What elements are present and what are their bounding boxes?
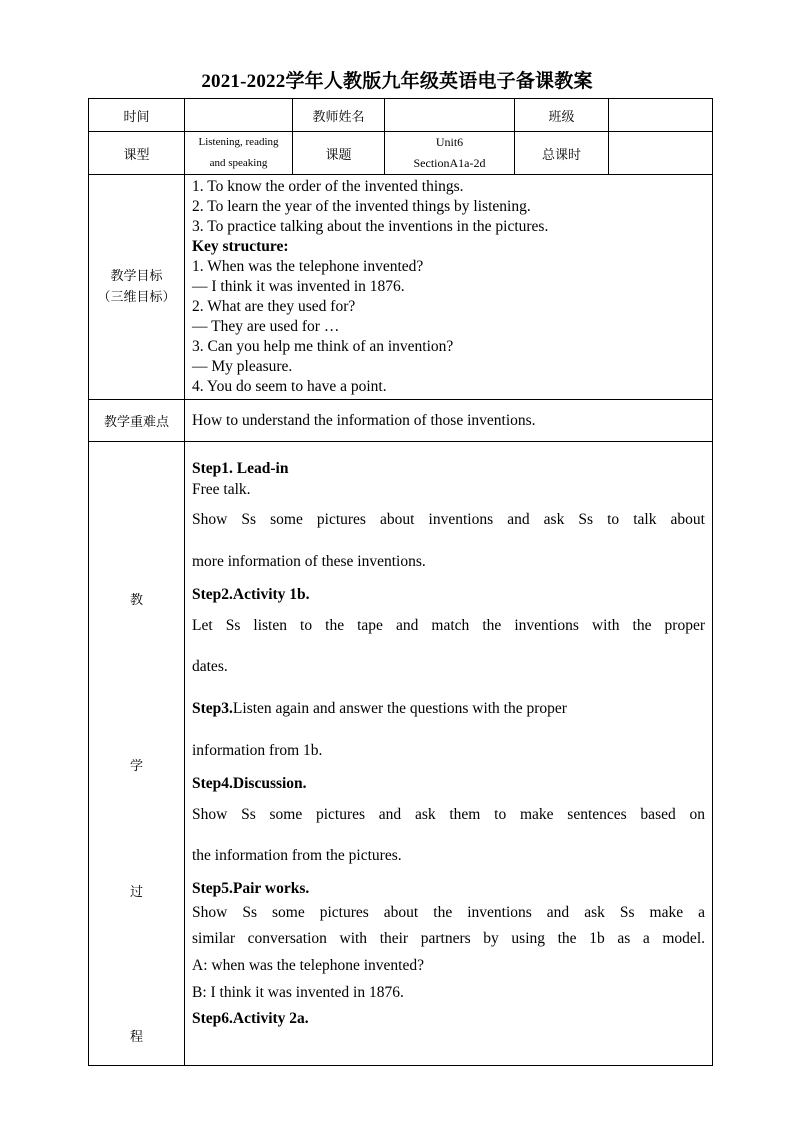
step3-text: Listen again and answer the questions with the proper — [232, 700, 567, 717]
step5-line: B: I think it was invented in 1876. — [192, 984, 404, 1001]
key-structure-heading: Key structure: — [192, 238, 289, 255]
process-label-char: 过 — [129, 885, 143, 900]
step1-line: Show Ss some pictures about inventions and ask Ss to talk about — [192, 511, 705, 528]
document-title: 2021-2022学年人教版九年级英语电子备课教案 — [201, 71, 593, 92]
step3-title: Step3. — [192, 700, 233, 717]
goal-line: 4. You do seem to have a point. — [192, 378, 387, 395]
process-content — [185, 442, 713, 1066]
goals-label — [89, 175, 185, 400]
goals-label-line1: 教学目标 — [110, 269, 163, 284]
goal-line: 2. What are they used for? — [192, 298, 356, 315]
step3-line: information from 1b. — [192, 742, 323, 759]
type-value — [185, 132, 293, 175]
step1-line: Free talk. — [192, 481, 251, 498]
step2-line: Let Ss listen to the tape and match the inventions with the proper — [192, 617, 705, 634]
goals-row — [89, 175, 713, 400]
goal-line: 1. To know the order of the invented things. — [192, 178, 464, 195]
class-label: 班级 — [515, 99, 609, 132]
step1-line: more information of these inventions. — [192, 553, 426, 570]
process-label — [89, 442, 185, 1066]
step4-line: the information from the pictures. — [192, 847, 402, 864]
step2-line: dates. — [192, 658, 228, 675]
time-label: 时间 — [89, 99, 185, 132]
goal-line: 2. To learn the year of the invented things by listening. — [192, 198, 531, 215]
goal-line: — I think it was invented in 1876. — [192, 278, 405, 295]
type-label: 课型 — [89, 132, 185, 175]
step4-title: Step4.Discussion. — [192, 775, 307, 792]
process-label-char: 程 — [129, 1030, 143, 1045]
step5-line: A: when was the telephone invented? — [192, 957, 424, 974]
goals-label-line2: （三维目标） — [97, 290, 176, 305]
step2-title: Step2.Activity 1b. — [192, 586, 310, 603]
hours-label: 总课时 — [515, 132, 609, 175]
header-row-2 — [89, 132, 713, 175]
goals-content — [185, 175, 713, 400]
key-points-row — [89, 400, 713, 442]
goal-line: 3. Can you help me think of an invention? — [192, 338, 454, 355]
step6-title: Step6.Activity 2a. — [192, 1010, 309, 1027]
step5-line: Show Ss some pictures about the inventions and ask Ss make a — [192, 904, 705, 921]
goal-line: — My pleasure. — [192, 358, 293, 375]
goal-line: — They are used for … — [192, 318, 340, 335]
step5-line: similar conversation with their partners by using the 1b as a model. — [192, 930, 705, 947]
process-label-char: 学 — [129, 759, 143, 774]
header-row-1 — [89, 99, 713, 132]
class-value — [609, 99, 713, 132]
type-value-line1: Listening, reading — [198, 136, 279, 148]
step3-line — [192, 698, 705, 720]
goal-line: 3. To practice talking about the inventions in the pictures. — [192, 218, 549, 235]
step1-title: Step1. Lead-in — [192, 460, 289, 477]
key-points-text: How to understand the information of those inventions. — [185, 400, 713, 442]
type-value-line2: and speaking — [209, 157, 268, 169]
topic-value-line2: SectionA1a-2d — [413, 156, 486, 170]
process-label-char: 教 — [129, 593, 143, 608]
teacher-value — [385, 99, 515, 132]
topic-value — [385, 132, 515, 175]
topic-label: 课题 — [293, 132, 385, 175]
step4-line: Show Ss some pictures and ask them to make sentences based on — [192, 806, 705, 823]
teacher-label: 教师姓名 — [293, 99, 385, 132]
hours-value — [609, 132, 713, 175]
key-points-label: 教学重难点 — [89, 400, 185, 442]
time-value — [185, 99, 293, 132]
process-row — [89, 442, 713, 1066]
step5-title: Step5.Pair works. — [192, 880, 310, 897]
topic-value-line1: Unit6 — [435, 135, 464, 149]
goal-line: 1. When was the telephone invented? — [192, 258, 424, 275]
lesson-plan-table — [88, 98, 713, 1066]
